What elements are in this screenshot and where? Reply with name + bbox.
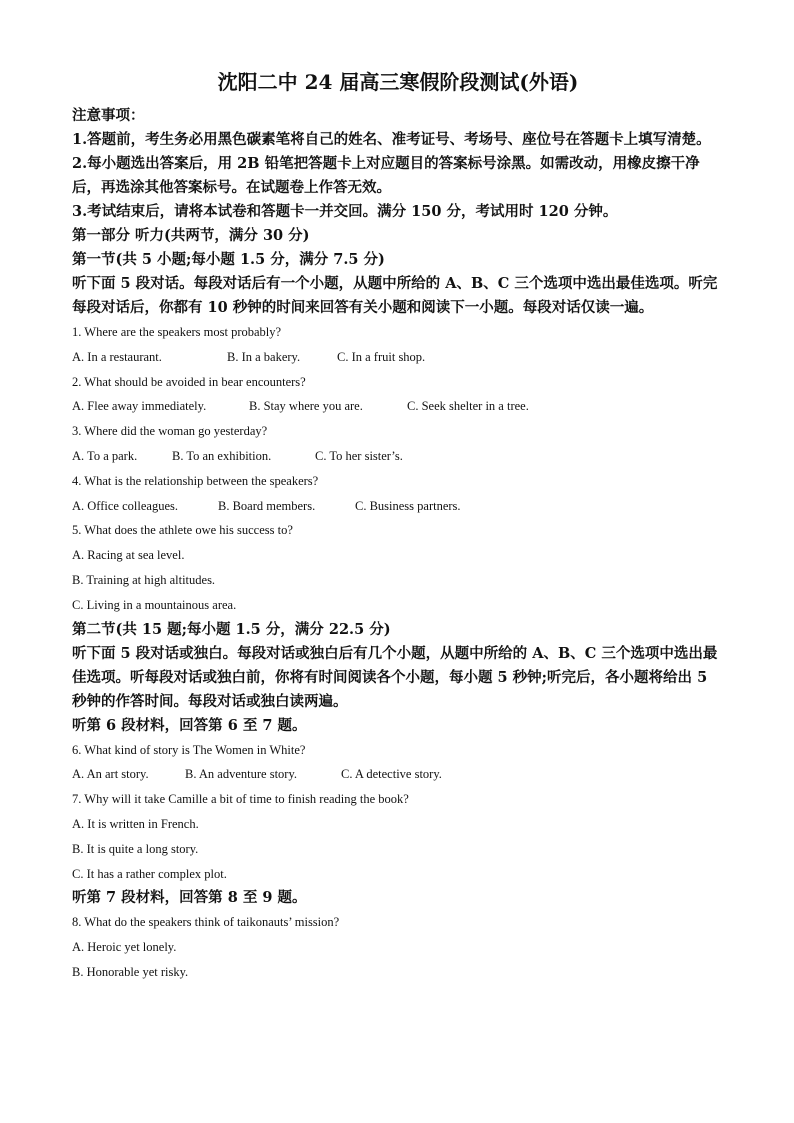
section2-instructions: 听下面 5 段对话或独白。每段对话或独白后有几个小题，从题中所给的 A、B、C 三个选项中选出最佳选项。听每段对话或独白前，你将有时间阅读各个小题，每小题 5 秒钟;听完后，各小题将给出 5 秒钟的作答时间。每段对话或独白读两遍。: [72, 644, 718, 710]
question-options: [72, 345, 724, 370]
question-stem: 3. Where did the woman go yesterday?: [72, 424, 268, 439]
question-stem: 1. Where are the speakers most probably?: [72, 325, 282, 339]
option-b: B. An adventure story.: [185, 767, 298, 782]
section2-heading: 第二节(共 15 题;每小题 1.5 分，满分 22.5 分): [72, 620, 391, 638]
material-6-heading: 听第 6 段材料，回答第 6 至 7 题。: [72, 716, 307, 734]
option-b: B. Training at high altitudes.: [72, 572, 216, 587]
option-a: A. Office colleagues.: [72, 498, 178, 513]
notice-item-1: 1.答题前，考生务必用黑色碳素笔将自己的姓名、准考证号、考场号、座位号在答题卡上填写清楚。: [72, 131, 711, 148]
question-options: [72, 394, 724, 419]
page-title: 沈阳二中 24 届高三寒假阶段测试(外语): [217, 70, 579, 94]
option-c: C. A detective story.: [341, 767, 442, 782]
option-c: C. Business partners.: [355, 498, 461, 513]
option-a: A. Heroic yet lonely.: [72, 940, 177, 955]
notice-item-2: 2.每小题选出答案后，用 2B 铅笔把答题卡上对应题目的答案标号涂黑。如需改动，用橡皮擦干净后，再选涂其他答案标号。在试题卷上作答无效。: [72, 155, 700, 196]
option-b: B. Stay where you are.: [249, 399, 363, 414]
option-a: A. An art story.: [72, 767, 149, 782]
option-b: B. To an exhibition.: [172, 448, 272, 463]
option-b: B. Board members.: [218, 498, 316, 513]
question-stem: 7. Why will it take Camille a bit of time to finish reading the book?: [72, 792, 409, 807]
question-stem: 5. What does the athlete owe his success to?: [72, 523, 293, 538]
option-a: A. Racing at sea level.: [72, 548, 185, 563]
question-options: [72, 762, 724, 787]
option-a: A. It is written in French.: [72, 816, 199, 831]
question-stem: 6. What kind of story is The Women in White?: [72, 742, 306, 757]
option-c: C. Living in a mountainous area.: [72, 597, 237, 612]
part1-heading: 第一部分 听力(共两节，满分 30 分): [72, 227, 310, 244]
option-c: C. In a fruit shop.: [337, 349, 426, 364]
option-c: C. It has a rather complex plot.: [72, 866, 227, 881]
question-stem: 2. What should be avoided in bear encounters?: [72, 374, 306, 389]
question-stem: 4. What is the relationship between the speakers?: [72, 473, 319, 488]
option-b: B. In a bakery.: [227, 349, 301, 364]
notice-heading: 注意事项：: [72, 107, 145, 124]
option-c: C. Seek shelter in a tree.: [407, 399, 529, 414]
question-options: [72, 444, 724, 469]
option-c: C. To her sister’s.: [315, 448, 403, 463]
notice-item-3: 3.考试结束后，请将本试卷和答题卡一并交回。满分 150 分，考试用时 120 分钟。: [72, 203, 618, 220]
option-b: B. It is quite a long story.: [72, 841, 199, 856]
material-7-heading: 听第 7 段材料，回答第 8 至 9 题。: [72, 889, 307, 907]
section1-heading: 第一节(共 5 小题;每小题 1.5 分，满分 7.5 分): [72, 251, 385, 268]
option-b: B. Honorable yet risky.: [72, 964, 189, 979]
section1-instructions: 听下面 5 段对话。每段对话后有一个小题，从题中所给的 A、B、C 三个选项中选出最佳选项。听完每段对话后，你都有 10 秒钟的时间来回答有关小题和阅读下一小题。每段对话仅读一遍。: [72, 275, 718, 316]
option-a: A. Flee away immediately.: [72, 399, 207, 414]
option-a: A. To a park.: [72, 448, 138, 463]
question-options: [72, 494, 724, 519]
question-stem: 8. What do the speakers think of taikonauts’ mission?: [72, 915, 340, 930]
option-a: A. In a restaurant.: [72, 349, 162, 364]
